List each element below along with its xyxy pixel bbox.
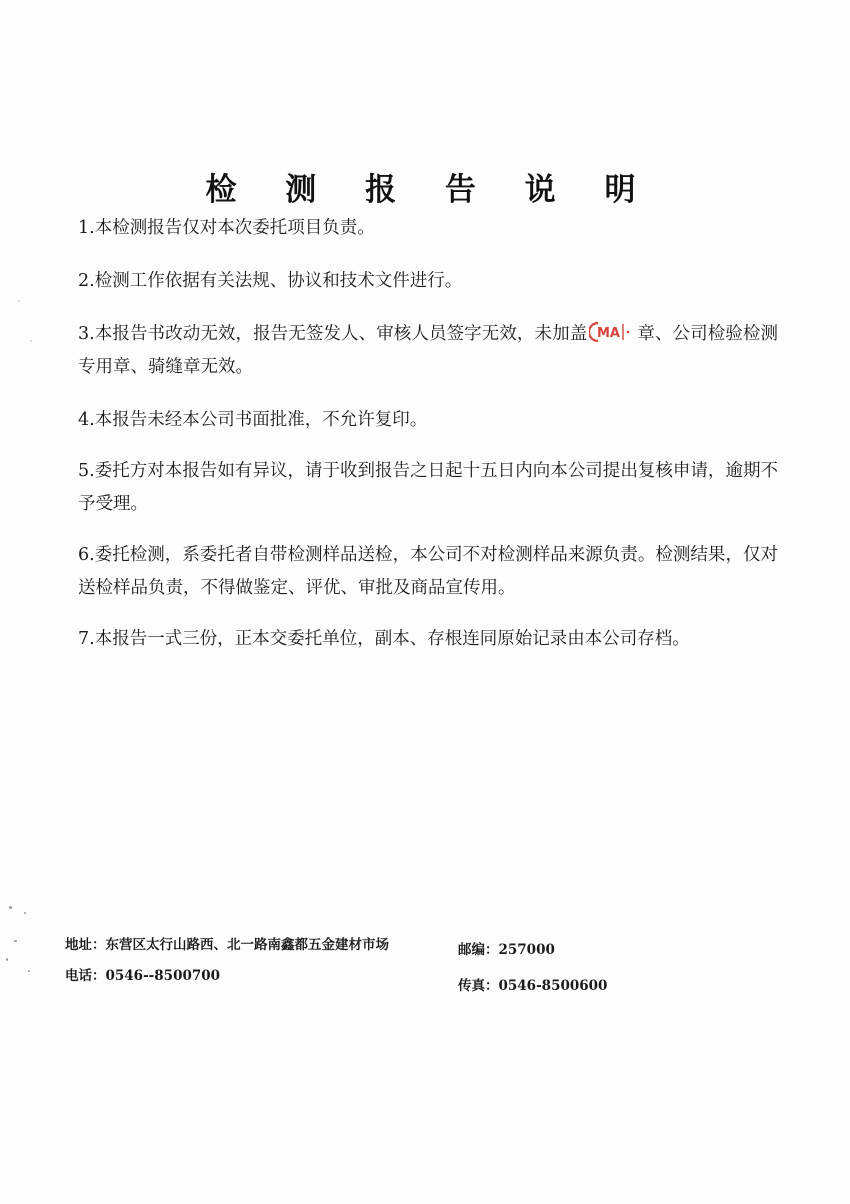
page-title: 检 测 报 告 说 明 xyxy=(205,172,655,208)
notes-list xyxy=(78,212,778,656)
scan-speck xyxy=(14,940,17,942)
fax-number: 传真：0546-8500600 xyxy=(458,978,608,994)
scan-speck xyxy=(18,300,20,302)
cma-seal-icon xyxy=(589,321,633,343)
note-item-3 xyxy=(78,318,778,384)
scan-speck xyxy=(9,906,12,909)
company-address: 地址：东营区太行山路西、北一路南鑫都五金建材市场 xyxy=(65,937,389,953)
scan-speck xyxy=(24,912,26,914)
note-item-4: 4.本报告未经本公司书面批准，不允许复印。 xyxy=(78,410,428,430)
note-item-6: 6.委托检测，系委托者自带检测样品送检，本公司不对检测样品来源负责。检测结果，仅对送检样品负责，不得做鉴定、评优、审批及商品宣传用。 xyxy=(78,545,778,598)
scan-speck xyxy=(30,340,32,342)
svg-text:MA: MA xyxy=(597,326,621,341)
postal-code: 邮编：257000 xyxy=(458,942,555,958)
note-item-5: 5.委托方对本报告如有异议，请于收到报告之日起十五日内向本公司提出复核申请，逾期不予受理。 xyxy=(78,461,778,514)
note-item-1: 1.本检测报告仅对本次委托项目负责。 xyxy=(78,218,375,238)
note-item-3-before: 3.本报告书改动无效，报告无签发人、审核人员签字无效，未加盖 xyxy=(78,324,588,344)
scan-speck xyxy=(28,970,30,972)
note-item-2: 2.检测工作依据有关法规、协议和技术文件进行。 xyxy=(78,271,463,291)
phone-number: 电话：0546--8500700 xyxy=(65,968,221,984)
scan-speck xyxy=(6,958,8,961)
note-item-7: 7.本报告一式三份，正本交委托单位，副本、存根连同原始记录由本公司存档。 xyxy=(78,629,690,649)
note-item-3-after: 章、公司检验检测专用章、骑缝章无效。 xyxy=(78,324,778,377)
